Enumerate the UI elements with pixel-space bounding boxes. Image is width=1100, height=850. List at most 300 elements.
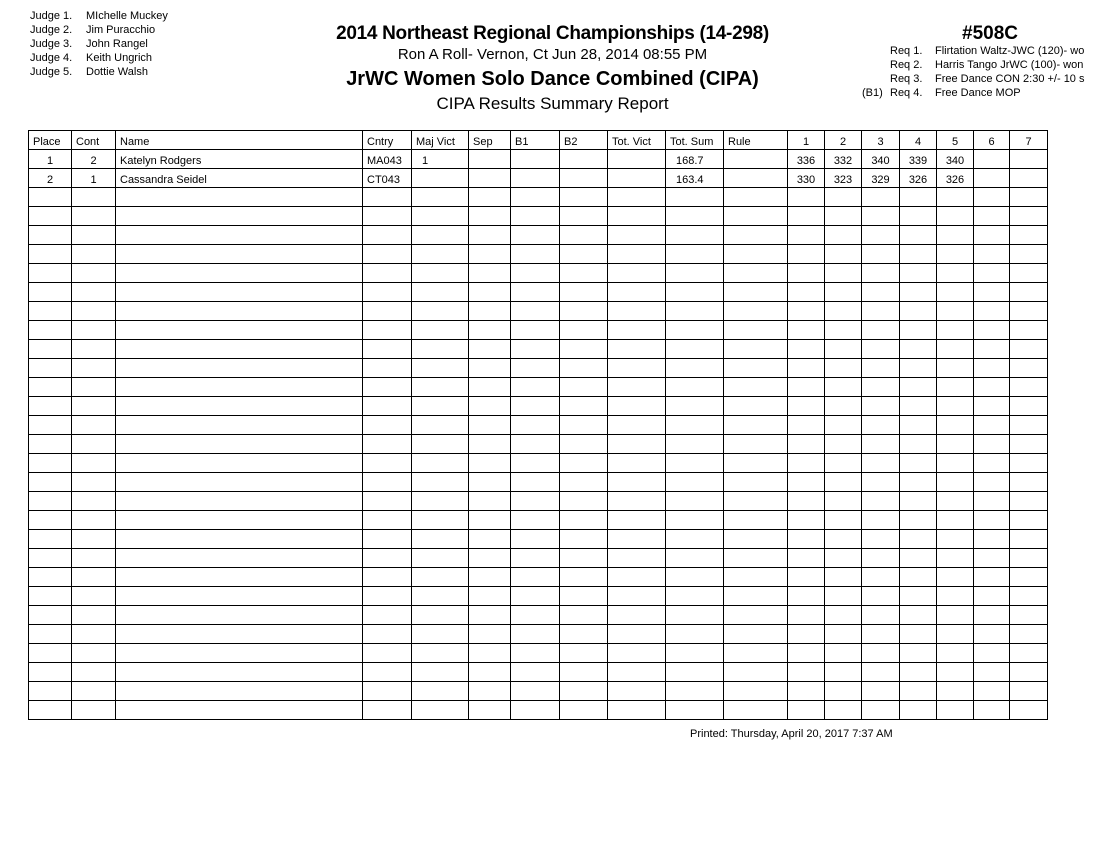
empty-cell — [1010, 587, 1048, 606]
empty-table-row — [29, 549, 1048, 568]
empty-cell — [29, 663, 72, 682]
empty-cell — [937, 473, 974, 492]
empty-cell — [511, 359, 560, 378]
empty-cell — [937, 435, 974, 454]
empty-cell — [29, 492, 72, 511]
empty-cell — [608, 283, 666, 302]
cell-judge-7 — [1010, 150, 1048, 169]
empty-cell — [666, 454, 724, 473]
empty-cell — [862, 245, 900, 264]
empty-cell — [116, 454, 363, 473]
col-header-tot-sum: Tot. Sum — [666, 131, 724, 150]
requirement-row — [862, 44, 1084, 58]
empty-cell — [724, 321, 788, 340]
empty-cell — [825, 302, 862, 321]
col-header-judge-5: 5 — [937, 131, 974, 150]
empty-cell — [116, 606, 363, 625]
empty-cell — [412, 644, 469, 663]
empty-cell — [72, 378, 116, 397]
empty-cell — [862, 473, 900, 492]
empty-cell — [29, 378, 72, 397]
col-header-sep: Sep — [469, 131, 511, 150]
empty-cell — [560, 492, 608, 511]
empty-cell — [560, 416, 608, 435]
empty-cell — [724, 283, 788, 302]
event-title: 2014 Northeast Regional Championships (14-298) — [336, 23, 769, 44]
empty-cell — [788, 226, 825, 245]
empty-cell — [363, 245, 412, 264]
empty-cell — [862, 625, 900, 644]
empty-cell — [788, 188, 825, 207]
empty-cell — [825, 473, 862, 492]
empty-cell — [900, 549, 937, 568]
empty-cell — [29, 435, 72, 454]
empty-cell — [900, 378, 937, 397]
empty-cell — [974, 378, 1010, 397]
empty-cell — [788, 435, 825, 454]
empty-cell — [788, 587, 825, 606]
empty-cell — [469, 701, 511, 720]
report-header — [280, 22, 825, 115]
empty-cell — [608, 473, 666, 492]
col-header-maj-vict: Maj Vict — [412, 131, 469, 150]
cell-judge-4: 339 — [900, 150, 937, 169]
empty-cell — [469, 416, 511, 435]
empty-cell — [825, 530, 862, 549]
empty-table-row — [29, 587, 1048, 606]
empty-cell — [1010, 188, 1048, 207]
empty-cell — [116, 302, 363, 321]
empty-cell — [511, 625, 560, 644]
judge-name: MIchelle Muckey — [86, 10, 168, 22]
empty-cell — [116, 283, 363, 302]
empty-cell — [608, 321, 666, 340]
empty-cell — [560, 302, 608, 321]
empty-cell — [363, 321, 412, 340]
empty-cell — [511, 188, 560, 207]
empty-cell — [788, 511, 825, 530]
empty-cell — [825, 454, 862, 473]
empty-cell — [412, 416, 469, 435]
empty-cell — [666, 606, 724, 625]
cell-b1 — [511, 150, 560, 169]
col-header-judge-7: 7 — [1010, 131, 1048, 150]
empty-cell — [560, 188, 608, 207]
empty-cell — [900, 283, 937, 302]
empty-cell — [363, 359, 412, 378]
empty-cell — [560, 283, 608, 302]
empty-cell — [666, 663, 724, 682]
empty-cell — [862, 378, 900, 397]
empty-cell — [666, 682, 724, 701]
cell-b1 — [511, 169, 560, 188]
cell-judge-5: 326 — [937, 169, 974, 188]
empty-cell — [900, 530, 937, 549]
judge-name: Dottie Walsh — [86, 66, 148, 78]
empty-cell — [560, 264, 608, 283]
empty-cell — [666, 188, 724, 207]
empty-cell — [29, 625, 72, 644]
empty-cell — [937, 245, 974, 264]
empty-cell — [1010, 283, 1048, 302]
table-row — [29, 169, 1048, 188]
empty-cell — [974, 511, 1010, 530]
empty-cell — [511, 226, 560, 245]
empty-cell — [29, 454, 72, 473]
empty-cell — [608, 359, 666, 378]
empty-cell — [900, 188, 937, 207]
empty-cell — [724, 587, 788, 606]
empty-cell — [1010, 321, 1048, 340]
empty-cell — [116, 587, 363, 606]
empty-cell — [72, 511, 116, 530]
empty-cell — [974, 568, 1010, 587]
empty-cell — [72, 701, 116, 720]
empty-cell — [900, 587, 937, 606]
judges-list — [30, 9, 168, 79]
empty-cell — [560, 644, 608, 663]
empty-cell — [469, 321, 511, 340]
empty-cell — [511, 682, 560, 701]
empty-cell — [724, 663, 788, 682]
empty-cell — [116, 188, 363, 207]
empty-cell — [72, 283, 116, 302]
empty-cell — [974, 473, 1010, 492]
empty-cell — [511, 530, 560, 549]
empty-cell — [825, 283, 862, 302]
empty-cell — [724, 378, 788, 397]
table-row — [29, 150, 1048, 169]
col-header-cont: Cont — [72, 131, 116, 150]
empty-cell — [788, 359, 825, 378]
empty-cell — [469, 302, 511, 321]
empty-cell — [900, 340, 937, 359]
cell-tot-vict — [608, 169, 666, 188]
empty-cell — [724, 416, 788, 435]
empty-cell — [825, 511, 862, 530]
empty-cell — [412, 701, 469, 720]
empty-cell — [72, 644, 116, 663]
empty-cell — [666, 492, 724, 511]
empty-cell — [511, 397, 560, 416]
empty-cell — [1010, 264, 1048, 283]
empty-cell — [116, 682, 363, 701]
empty-cell — [900, 492, 937, 511]
empty-cell — [29, 226, 72, 245]
empty-cell — [937, 321, 974, 340]
empty-cell — [937, 682, 974, 701]
empty-cell — [29, 245, 72, 264]
empty-cell — [862, 207, 900, 226]
empty-cell — [1010, 245, 1048, 264]
empty-cell — [825, 207, 862, 226]
empty-cell — [900, 473, 937, 492]
empty-cell — [900, 606, 937, 625]
empty-cell — [825, 701, 862, 720]
empty-cell — [666, 473, 724, 492]
empty-cell — [29, 302, 72, 321]
empty-cell — [666, 568, 724, 587]
empty-cell — [560, 378, 608, 397]
empty-cell — [469, 188, 511, 207]
empty-cell — [363, 701, 412, 720]
col-header-name: Name — [116, 131, 363, 150]
empty-cell — [974, 606, 1010, 625]
empty-table-row — [29, 701, 1048, 720]
requirements-list — [862, 44, 1084, 100]
empty-cell — [937, 378, 974, 397]
empty-cell — [900, 625, 937, 644]
empty-cell — [560, 435, 608, 454]
empty-cell — [666, 701, 724, 720]
empty-cell — [825, 549, 862, 568]
empty-cell — [825, 568, 862, 587]
empty-cell — [511, 568, 560, 587]
empty-cell — [412, 549, 469, 568]
req-number: Req 4. — [890, 87, 923, 99]
empty-cell — [862, 644, 900, 663]
empty-cell — [788, 606, 825, 625]
empty-cell — [469, 549, 511, 568]
judge-row — [30, 65, 168, 79]
empty-cell — [862, 416, 900, 435]
judge-label: Judge 1. — [30, 10, 73, 22]
empty-cell — [825, 321, 862, 340]
empty-cell — [29, 587, 72, 606]
cell-cntry: MA043 — [363, 150, 412, 169]
cell-judge-3: 340 — [862, 150, 900, 169]
empty-table-row — [29, 511, 1048, 530]
empty-cell — [724, 397, 788, 416]
cell-rule — [724, 150, 788, 169]
empty-cell — [1010, 644, 1048, 663]
empty-table-row — [29, 226, 1048, 245]
empty-cell — [29, 568, 72, 587]
empty-cell — [363, 302, 412, 321]
empty-cell — [724, 264, 788, 283]
empty-cell — [72, 264, 116, 283]
empty-cell — [862, 606, 900, 625]
empty-cell — [937, 264, 974, 283]
req-text: Free Dance CON 2:30 +/- 10 s — [935, 73, 1085, 85]
col-header-cntry: Cntry — [363, 131, 412, 150]
empty-cell — [412, 682, 469, 701]
empty-cell — [788, 321, 825, 340]
empty-cell — [724, 207, 788, 226]
empty-cell — [974, 245, 1010, 264]
empty-cell — [116, 701, 363, 720]
judge-label: Judge 3. — [30, 38, 73, 50]
empty-cell — [862, 663, 900, 682]
empty-cell — [363, 264, 412, 283]
empty-cell — [788, 378, 825, 397]
empty-cell — [412, 530, 469, 549]
empty-table-row — [29, 682, 1048, 701]
empty-cell — [72, 473, 116, 492]
empty-cell — [116, 226, 363, 245]
empty-cell — [363, 568, 412, 587]
empty-cell — [862, 321, 900, 340]
empty-cell — [825, 587, 862, 606]
empty-cell — [724, 530, 788, 549]
empty-cell — [511, 701, 560, 720]
empty-cell — [666, 340, 724, 359]
empty-cell — [72, 416, 116, 435]
report-title: CIPA Results Summary Report — [436, 94, 669, 113]
empty-cell — [608, 397, 666, 416]
empty-table-row — [29, 359, 1048, 378]
empty-cell — [937, 701, 974, 720]
empty-cell — [825, 682, 862, 701]
empty-cell — [937, 587, 974, 606]
empty-cell — [363, 644, 412, 663]
empty-cell — [469, 207, 511, 226]
empty-cell — [412, 454, 469, 473]
empty-cell — [469, 226, 511, 245]
empty-cell — [412, 587, 469, 606]
empty-cell — [412, 321, 469, 340]
empty-cell — [937, 302, 974, 321]
empty-table-row — [29, 283, 1048, 302]
empty-cell — [900, 416, 937, 435]
empty-cell — [1010, 454, 1048, 473]
empty-cell — [116, 378, 363, 397]
empty-cell — [724, 511, 788, 530]
empty-table-row — [29, 454, 1048, 473]
empty-cell — [862, 283, 900, 302]
empty-cell — [116, 245, 363, 264]
empty-cell — [608, 492, 666, 511]
empty-cell — [412, 283, 469, 302]
empty-cell — [608, 340, 666, 359]
empty-cell — [666, 549, 724, 568]
empty-cell — [862, 340, 900, 359]
empty-cell — [1010, 207, 1048, 226]
venue-line: Ron A Roll- Vernon, Ct Jun 28, 2014 08:55 PM — [397, 46, 708, 63]
empty-cell — [511, 207, 560, 226]
empty-cell — [363, 663, 412, 682]
empty-cell — [363, 530, 412, 549]
empty-cell — [363, 226, 412, 245]
empty-cell — [1010, 701, 1048, 720]
empty-cell — [511, 435, 560, 454]
empty-cell — [900, 454, 937, 473]
empty-cell — [363, 473, 412, 492]
empty-cell — [469, 511, 511, 530]
empty-cell — [724, 625, 788, 644]
req-number: Req 3. — [890, 73, 923, 85]
empty-cell — [900, 302, 937, 321]
empty-cell — [862, 435, 900, 454]
cell-judge-3: 329 — [862, 169, 900, 188]
empty-cell — [511, 473, 560, 492]
empty-cell — [974, 188, 1010, 207]
empty-cell — [724, 473, 788, 492]
empty-cell — [788, 473, 825, 492]
empty-cell — [788, 416, 825, 435]
printed-timestamp: Printed: Thursday, April 20, 2017 7:37 AM — [690, 728, 893, 740]
empty-cell — [788, 549, 825, 568]
empty-cell — [788, 454, 825, 473]
empty-cell — [724, 454, 788, 473]
empty-cell — [974, 321, 1010, 340]
empty-cell — [724, 549, 788, 568]
empty-cell — [608, 188, 666, 207]
empty-cell — [724, 492, 788, 511]
empty-cell — [937, 416, 974, 435]
empty-cell — [788, 207, 825, 226]
empty-cell — [469, 397, 511, 416]
judge-row — [30, 51, 168, 65]
empty-cell — [608, 606, 666, 625]
empty-cell — [511, 283, 560, 302]
empty-cell — [560, 473, 608, 492]
results-table — [28, 130, 1048, 720]
empty-cell — [116, 416, 363, 435]
empty-cell — [560, 587, 608, 606]
cell-judge-2: 332 — [825, 150, 862, 169]
empty-cell — [363, 511, 412, 530]
empty-cell — [937, 359, 974, 378]
empty-cell — [788, 663, 825, 682]
empty-cell — [412, 473, 469, 492]
empty-cell — [825, 435, 862, 454]
empty-cell — [1010, 606, 1048, 625]
empty-cell — [724, 340, 788, 359]
empty-cell — [363, 625, 412, 644]
cell-cntry: CT043 — [363, 169, 412, 188]
empty-cell — [900, 359, 937, 378]
empty-cell — [469, 283, 511, 302]
empty-table-row — [29, 606, 1048, 625]
judge-name: John Rangel — [86, 38, 148, 50]
empty-cell — [974, 207, 1010, 226]
col-header-judge-6: 6 — [974, 131, 1010, 150]
empty-table-row — [29, 264, 1048, 283]
empty-cell — [937, 492, 974, 511]
empty-cell — [511, 606, 560, 625]
empty-cell — [560, 625, 608, 644]
empty-cell — [788, 492, 825, 511]
empty-cell — [862, 587, 900, 606]
empty-cell — [788, 340, 825, 359]
empty-cell — [937, 340, 974, 359]
cell-judge-6 — [974, 150, 1010, 169]
empty-cell — [862, 397, 900, 416]
empty-cell — [29, 416, 72, 435]
empty-cell — [29, 340, 72, 359]
cell-place: 2 — [29, 169, 72, 188]
empty-table-row — [29, 473, 1048, 492]
cell-judge-7 — [1010, 169, 1048, 188]
empty-cell — [862, 511, 900, 530]
empty-table-row — [29, 435, 1048, 454]
empty-table-row — [29, 663, 1048, 682]
empty-cell — [974, 435, 1010, 454]
empty-cell — [469, 245, 511, 264]
empty-cell — [608, 226, 666, 245]
empty-cell — [29, 644, 72, 663]
empty-cell — [608, 682, 666, 701]
judge-label: Judge 5. — [30, 66, 73, 78]
empty-cell — [974, 340, 1010, 359]
empty-cell — [1010, 226, 1048, 245]
empty-cell — [363, 549, 412, 568]
empty-cell — [1010, 549, 1048, 568]
empty-cell — [666, 587, 724, 606]
empty-cell — [1010, 340, 1048, 359]
empty-cell — [608, 511, 666, 530]
